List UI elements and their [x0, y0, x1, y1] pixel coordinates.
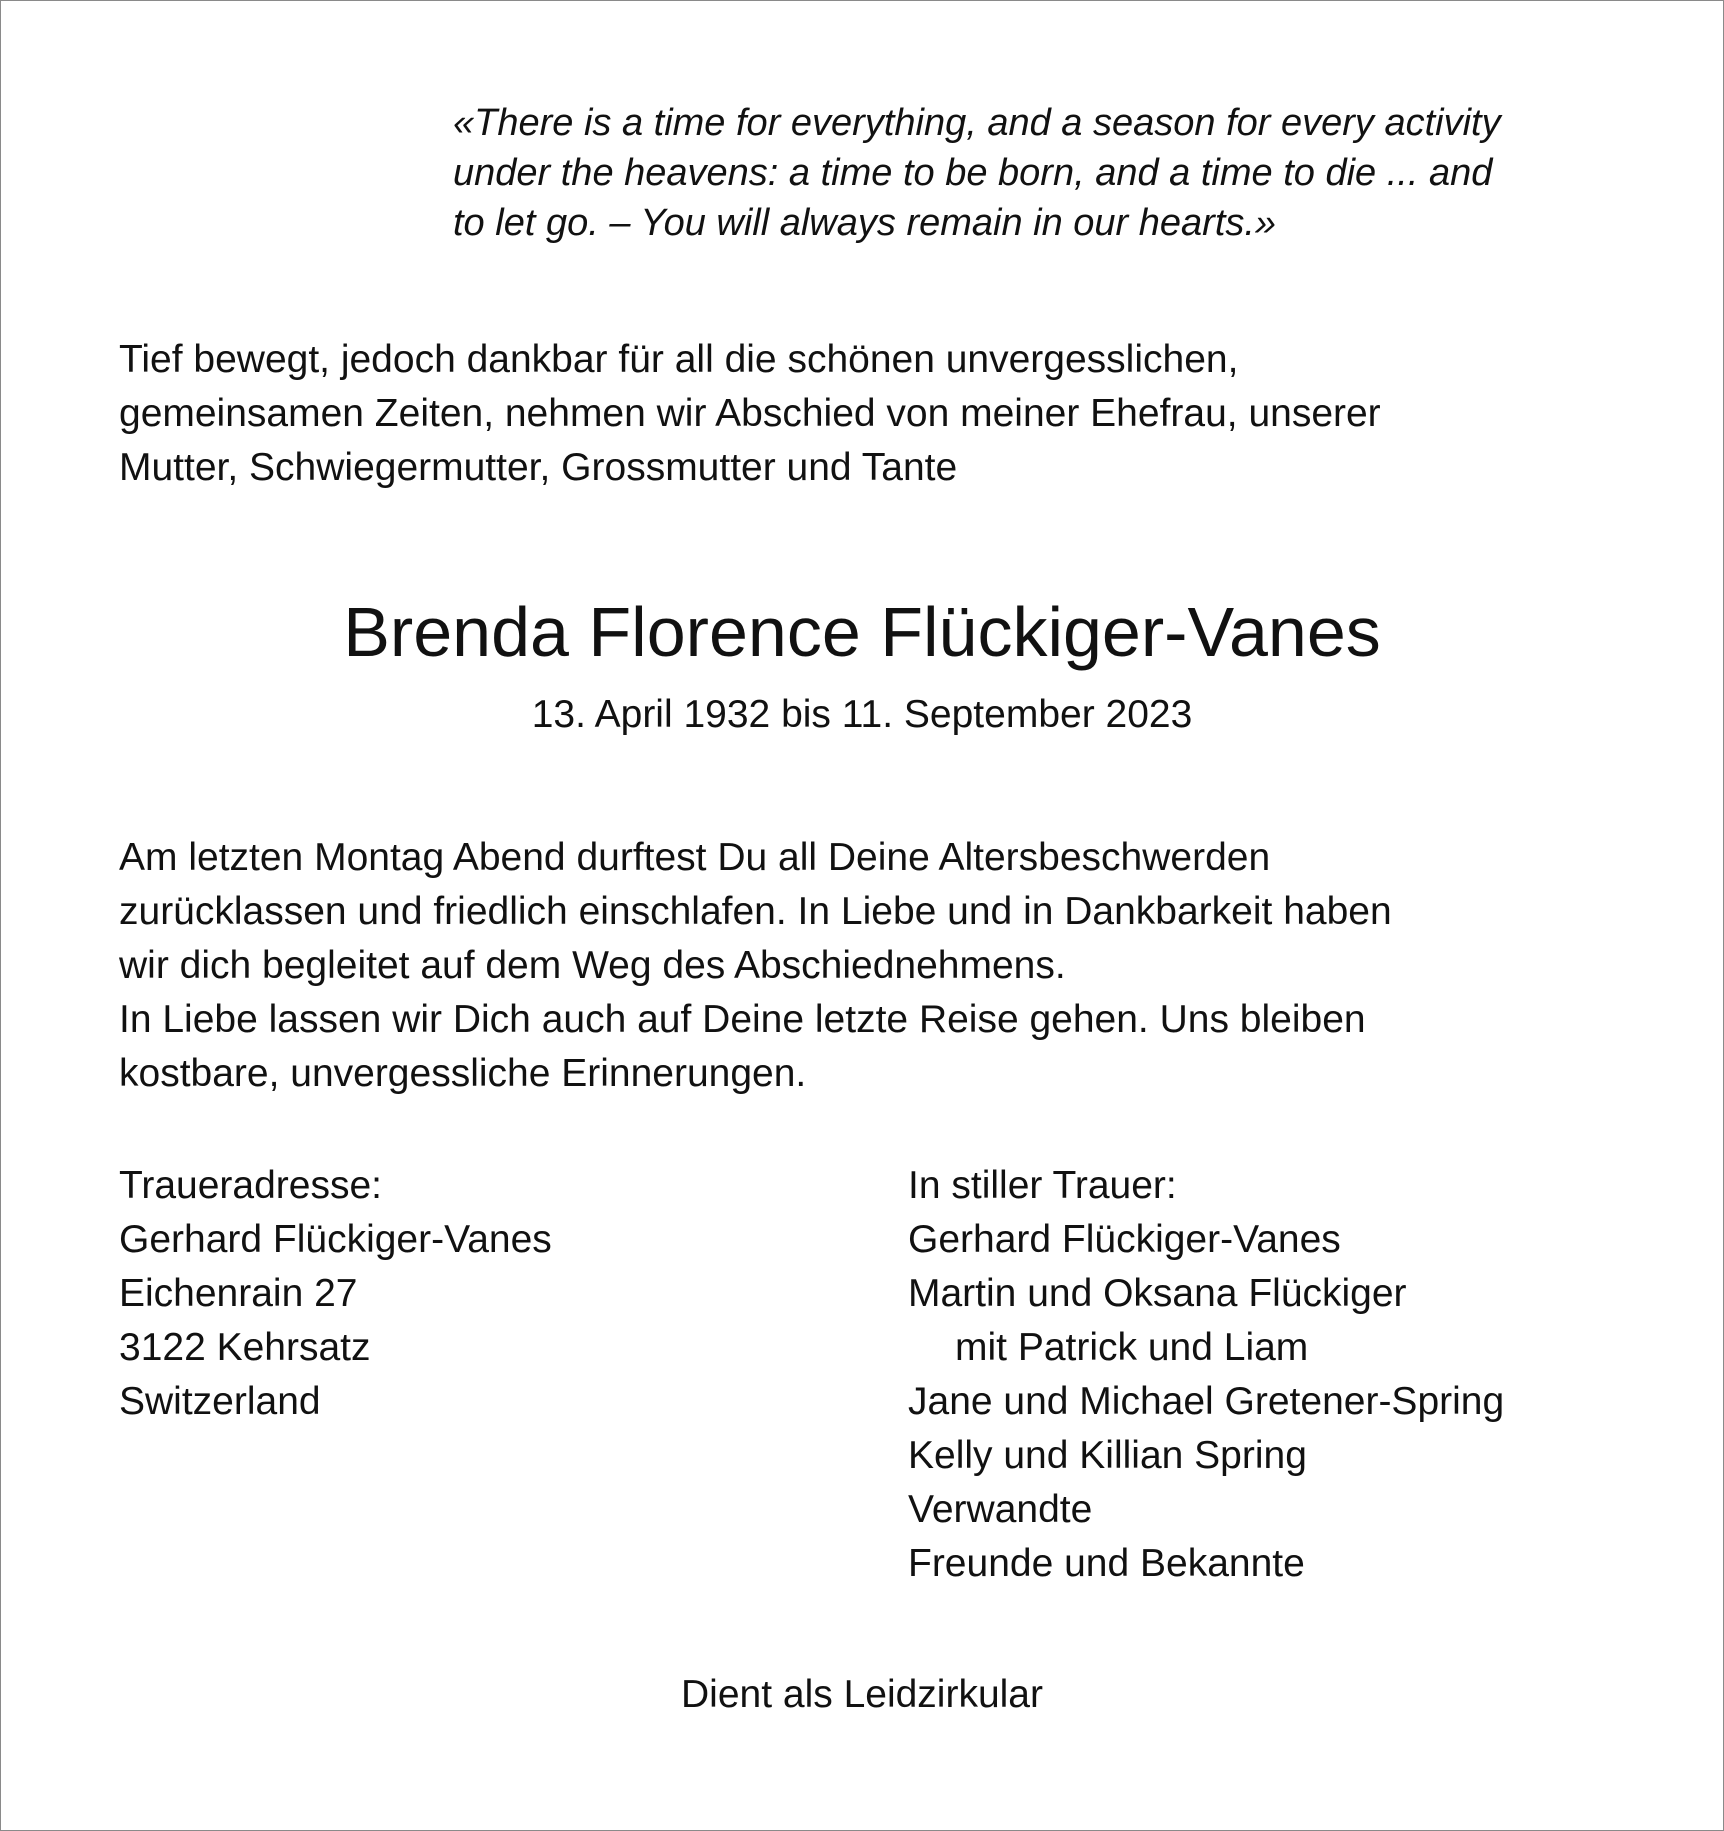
address-line: Gerhard Flückiger-Vanes: [119, 1218, 552, 1261]
message-line: In Liebe lassen wir Dich auch auf Deine letzte Reise gehen. Uns bleiben: [119, 998, 1366, 1041]
deceased-name: Brenda Florence Flückiger-Vanes: [343, 593, 1381, 671]
quote-line: «There is a time for everything, and a season for every activity: [453, 102, 1501, 144]
intro-line: Tief bewegt, jedoch dankbar für all die schönen unvergesslichen,: [119, 338, 1239, 381]
mourner: Kelly und Killian Spring: [908, 1434, 1307, 1477]
footer-note: Dient als Leidzirkular: [681, 1673, 1043, 1716]
mourner: mit Patrick und Liam: [955, 1326, 1309, 1369]
life-dates: 13. April 1932 bis 11. September 2023: [531, 693, 1193, 736]
mourner: Freunde und Bekannte: [908, 1542, 1305, 1585]
address-line: Eichenrain 27: [119, 1272, 358, 1315]
intro-line: Mutter, Schwiegermutter, Grossmutter und Tante: [119, 446, 958, 489]
mourner: Verwandte: [908, 1488, 1093, 1531]
address-line: 3122 Kehrsatz: [119, 1326, 371, 1369]
mourners-label: In stiller Trauer:: [908, 1164, 1177, 1207]
quote-line: to let go. – You will always remain in our hearts.»: [453, 202, 1277, 244]
epigraph-quote: [453, 98, 1653, 248]
address-label: Traueradresse:: [119, 1164, 383, 1207]
message-line: zurücklassen und friedlich einschlafen. In Liebe und in Dankbarkeit haben: [119, 890, 1392, 933]
intro-paragraph: [119, 333, 1381, 495]
message-paragraph: [119, 831, 1392, 1101]
mourners-list: [908, 1159, 1504, 1591]
quote-line: under the heavens: a time to be born, and a time to die ... and: [453, 152, 1493, 194]
address-line: Switzerland: [119, 1380, 321, 1423]
message-line: wir dich begleitet auf dem Weg des Abschiednehmens.: [119, 944, 1066, 987]
mourner: Gerhard Flückiger-Vanes: [908, 1218, 1341, 1261]
intro-line: gemeinsamen Zeiten, nehmen wir Abschied von meiner Ehefrau, unserer: [119, 392, 1381, 435]
mourner: Jane und Michael Gretener-Spring: [908, 1380, 1505, 1423]
mourner: Martin und Oksana Flückiger: [908, 1272, 1407, 1315]
mourning-address: [119, 1159, 552, 1429]
message-line: Am letzten Montag Abend durftest Du all Deine Altersbeschwerden: [119, 836, 1271, 879]
message-line: kostbare, unvergessliche Erinnerungen.: [119, 1052, 807, 1095]
